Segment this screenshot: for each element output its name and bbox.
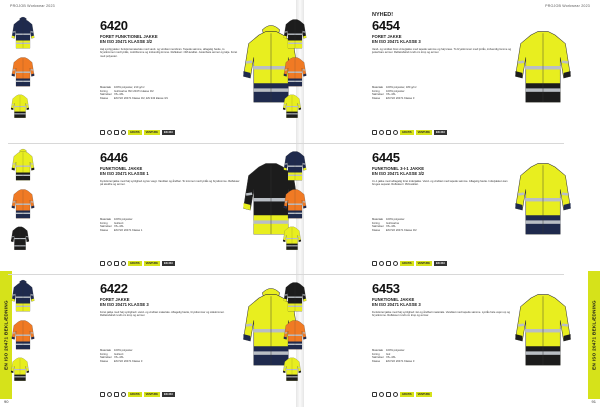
iron-icon	[114, 392, 119, 397]
product-description: Høj synlig jakke i funktionsmateriale med vand- og vindtæt membran. Tapede sømme, aftagelig hætte, to brystlommer med lynlås, mobillomme og indvendig lomme. Reflekser i 3M-kvalitet. Justerbare ærmer og talje. Foret med polyester.	[100, 48, 238, 58]
product-images	[278, 148, 370, 268]
product-title: FORET JAKKE EN ISO 20471 KLASSE 3	[100, 297, 149, 308]
variant-thumbnail	[6, 16, 40, 51]
spec-key: Klasse	[372, 96, 381, 100]
spec-value: 100% polyester	[114, 349, 133, 352]
color-variants	[278, 279, 342, 399]
spec-value: XS–4XL	[114, 225, 124, 229]
product-images	[6, 148, 98, 268]
wash-icon	[372, 392, 377, 397]
spec-value: XS–4XL	[114, 356, 124, 360]
spec-row	[372, 360, 512, 364]
spec-value: 100% polyester	[386, 89, 405, 93]
new-badge: NYHED!	[372, 12, 394, 18]
spec-value: XS–4XL	[386, 225, 396, 229]
spec-value: EN ISO 20471 Klasse 3	[386, 96, 415, 100]
feature-chip: EN 343	[164, 262, 173, 265]
spec-row	[100, 97, 240, 101]
product-description: Funktionel jakke med høj synlighed i let og åndbart materiale. Vandtæt med tapede sømme. Lynlås hele vejen op og brystlomme. Reflekser rundt om krop og ærmer.	[372, 311, 511, 318]
feature-chip: VENTURE	[417, 262, 431, 265]
iron-icon	[114, 261, 119, 266]
iron-icon	[386, 130, 391, 135]
care-icons	[372, 130, 447, 135]
variant-thumbnail	[278, 16, 312, 51]
spec-key: Materiale	[372, 86, 384, 89]
iron-icon	[114, 130, 119, 135]
spec-key: Størrelser	[100, 356, 112, 360]
product-text	[372, 275, 512, 402]
product-section-6454	[280, 12, 564, 140]
spec-key: Foring	[372, 352, 380, 356]
product-code: 6445	[372, 150, 400, 165]
product-code: 6453	[372, 281, 400, 296]
bleach-icon	[121, 261, 126, 266]
product-text	[372, 12, 512, 140]
feature-chip: VENTURE	[417, 393, 431, 396]
color-variants	[6, 148, 70, 268]
feature-chip: GRATIS	[402, 262, 412, 265]
spec-value: 100% polyester	[114, 218, 133, 221]
spec-key: Foring	[100, 221, 108, 225]
variant-thumbnail	[278, 355, 306, 383]
spec-key: Klasse	[100, 359, 109, 363]
product-description: Funktionel jakke med høj synlighed og lav vægt. Vandtæt og åndbar. To lommer med lynlås og brystlomme. Reflekser på skuldre og ærmer.	[100, 180, 240, 187]
dry-icon	[379, 130, 384, 135]
spec-key: Klasse	[372, 359, 381, 363]
spec-key: Materiale	[100, 218, 112, 221]
care-icons	[100, 130, 175, 135]
product-text	[372, 144, 512, 271]
product-code: 6420	[100, 18, 128, 33]
spec-row	[372, 97, 512, 101]
spec-value: XS–4XL	[386, 93, 396, 97]
variant-thumbnail	[6, 355, 34, 383]
page-number-left: 90	[4, 399, 9, 404]
dry-icon	[379, 261, 384, 266]
product-code: 6454	[372, 18, 400, 33]
product-description: Vand- og vindtæt foret vinterjakke med tapede sømme og høj krave. To brystlommer med lynlås, indvendig lomme og justerbare ærmer. Refleksbånd rundt om krop og ærmer.	[372, 48, 512, 55]
spec-value: XS–4XL	[114, 93, 124, 97]
product-specs	[372, 349, 512, 363]
product-images	[278, 16, 370, 136]
feature-chip: VENTURE	[145, 262, 159, 265]
spec-key: Foring	[372, 89, 380, 93]
spec-value: Gul	[386, 352, 391, 356]
spec-key: Foring	[100, 89, 108, 93]
feature-chip: VENTURE	[145, 131, 159, 134]
spec-value: 100% polyester, 210 g/m²	[114, 86, 145, 89]
product-images	[278, 279, 370, 399]
product-section-6422	[8, 274, 292, 402]
spec-key: Størrelser	[372, 225, 384, 229]
wash-icon	[372, 261, 377, 266]
variant-thumbnail	[6, 279, 40, 314]
wash-icon	[100, 392, 105, 397]
dry-icon	[107, 261, 112, 266]
spec-value: EN ISO 20471 Klasse 3/2, EN 343 klasse 3/1	[114, 96, 168, 100]
spec-value: Gul/marine	[386, 221, 400, 225]
variant-thumbnail	[278, 148, 312, 183]
page-number-right: 91	[591, 399, 596, 404]
bleach-icon	[393, 261, 398, 266]
product-description: Foret jakke med høj synlighed i vand- og vindtæt materiale. Aftagelig hætte, brystlommer og sidelommer. Refleksbånd rundt om krop og ærmer.	[100, 311, 225, 318]
feature-chip: EN 343	[164, 131, 173, 134]
product-text	[100, 12, 240, 140]
spec-key: Størrelser	[372, 93, 384, 97]
color-variants	[278, 16, 342, 136]
product-specs	[372, 86, 512, 100]
variant-thumbnail	[6, 224, 34, 252]
bleach-icon	[121, 392, 126, 397]
variant-thumbnail	[278, 317, 312, 352]
spec-value: 100% polyester, 180 g/m²	[386, 86, 417, 89]
variant-thumbnail	[6, 317, 40, 352]
product-title: FUNKTIONEL JAKKE EN ISO 20471 KLASSE 3	[372, 297, 421, 308]
spec-row	[100, 229, 240, 233]
wash-icon	[100, 261, 105, 266]
spec-value: EN ISO 20471 Klasse 3/2	[386, 228, 417, 232]
product-main-image	[512, 279, 574, 379]
page-header-right: PROJOB Workwear 2023	[545, 4, 590, 8]
product-specs	[100, 349, 240, 363]
bleach-icon	[393, 392, 398, 397]
bleach-icon	[393, 130, 398, 135]
product-section-6445	[280, 143, 564, 271]
product-images	[6, 279, 98, 399]
product-title: FORET JAKKE EN ISO 20471 KLASSE 3	[372, 34, 421, 45]
side-tab-left: EN ISO 20471 BEKLÆDNING	[0, 271, 12, 399]
wash-icon	[372, 130, 377, 135]
product-code: 6422	[100, 281, 128, 296]
iron-icon	[386, 392, 391, 397]
spec-value: 100% polyester	[386, 349, 405, 352]
bleach-icon	[121, 130, 126, 135]
spec-key: Materiale	[100, 349, 112, 352]
spec-key: Klasse	[100, 228, 109, 232]
care-icons	[372, 261, 447, 266]
spec-row	[100, 360, 240, 364]
spec-value: Gul/sort	[114, 221, 124, 225]
spec-value: Gul/sort	[114, 352, 124, 356]
variant-thumbnail	[278, 279, 312, 314]
spec-value: EN ISO 20471 Klasse 3	[386, 359, 415, 363]
product-main-image	[512, 16, 574, 116]
spec-value: XS–4XL	[386, 356, 396, 360]
product-title: FORET FUNKTIONEL JAKKE EN ISO 20471 KLASSE 3/2	[100, 34, 158, 45]
product-specs	[100, 86, 240, 100]
feature-chip: VENTURE	[145, 393, 159, 396]
spec-key: Foring	[100, 352, 108, 356]
product-section-6453	[280, 274, 564, 402]
variant-thumbnail	[278, 92, 306, 120]
feature-chip: GRATIS	[402, 393, 412, 396]
wash-icon	[100, 130, 105, 135]
care-icons	[372, 392, 432, 397]
variant-thumbnail	[278, 54, 312, 89]
feature-chip: VENTURE	[417, 131, 431, 134]
product-section-6446	[8, 143, 292, 271]
spec-key: Foring	[372, 221, 380, 225]
product-main-image	[512, 148, 574, 248]
dry-icon	[107, 392, 112, 397]
spec-key: Materiale	[372, 349, 384, 352]
care-icons	[100, 261, 175, 266]
spec-key: Klasse	[100, 96, 109, 100]
color-variants	[6, 279, 70, 399]
product-section-6420	[8, 12, 292, 140]
product-code: 6446	[100, 150, 128, 165]
variant-thumbnail	[6, 92, 34, 120]
product-specs	[372, 218, 512, 232]
product-text	[100, 275, 240, 402]
spec-value: Gul/marine ISO 20471 klasse 3/2	[114, 89, 154, 93]
spec-key: Størrelser	[100, 93, 112, 97]
dry-icon	[107, 130, 112, 135]
variant-thumbnail	[6, 148, 40, 183]
variant-thumbnail	[6, 186, 40, 221]
feature-chip: GRATIS	[130, 262, 140, 265]
product-specs	[100, 218, 240, 232]
product-images	[6, 16, 98, 136]
variant-thumbnail	[278, 186, 312, 221]
spec-key: Materiale	[372, 218, 384, 221]
product-title: FUNKTIONEL JAKKE EN ISO 20471 KLASSE 1	[100, 166, 149, 177]
page-header-left: PROJOB Workwear 2023	[10, 4, 55, 8]
color-variants	[6, 16, 70, 136]
feature-chip: GRATIS	[402, 131, 412, 134]
feature-chip: GRATIS	[130, 131, 140, 134]
side-tab-right: EN ISO 20471 BEKLÆDNING	[588, 271, 600, 399]
spec-value: EN ISO 20471 Klasse 3	[114, 359, 143, 363]
spec-value: EN ISO 20471 Klasse 1	[114, 228, 143, 232]
variant-thumbnail	[6, 54, 40, 89]
color-variants	[278, 148, 342, 268]
iron-icon	[386, 261, 391, 266]
product-title: FUNKTIONEL 3-I-1 JAKKE EN ISO 20471 KLASSE 3/2	[372, 166, 425, 177]
feature-chip: EN 343	[436, 262, 445, 265]
spec-key: Materiale	[100, 86, 112, 89]
dry-icon	[379, 392, 384, 397]
feature-chip: EN 343	[164, 393, 173, 396]
spec-key: Klasse	[372, 228, 381, 232]
spec-row	[372, 229, 512, 233]
feature-chip: EN 343	[436, 131, 445, 134]
care-icons	[100, 392, 175, 397]
variant-thumbnail	[278, 224, 306, 252]
spec-key: Størrelser	[100, 225, 112, 229]
feature-chip: GRATIS	[130, 393, 140, 396]
spec-key: Størrelser	[372, 356, 384, 360]
spec-value: 100% polyester	[386, 218, 405, 221]
product-text	[100, 144, 240, 271]
product-description: 3-i-1 jakke med udtagelig foret inderjakke. Vand- og vindtæt med tapede sømme. Aftagelig hætte. Inderjakken kan bruges separat. Reflekser i 3M-kvalitet.	[372, 180, 508, 187]
